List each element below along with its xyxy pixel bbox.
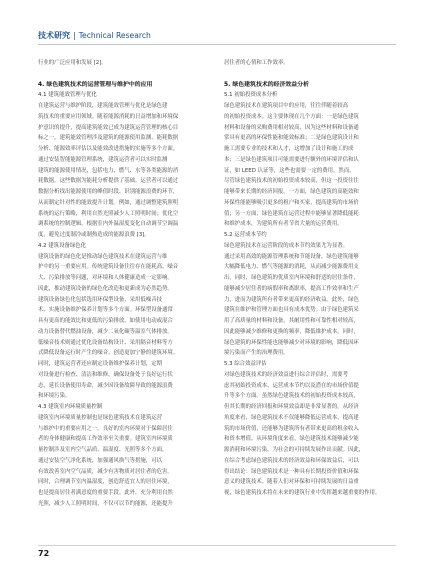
subsection-heading: 5.2 运营成本节约 [224, 232, 267, 238]
body-text-line: 在建筑运营与维护阶段，建筑能效管理与优化是绿色建 [38, 103, 168, 109]
body-text-line: 能够减少居住者的病假率和离职率，提高工作效率和生产 [224, 285, 359, 292]
body-text-line: 式降低设备运行时产生的噪音，创造更加宁静的建筑环境。 [38, 350, 179, 357]
section-heading: 5. 绿色建筑技术的经济效益分析 [224, 81, 309, 88]
body-text-line: 源消耗和环境污染，为社会的可持续发展作出贡献。因此， [224, 447, 365, 453]
header-separator: | [73, 30, 76, 40]
body-text-line: 对绿色建筑技术的经济效益进行综合评估时，需要考 [224, 371, 348, 378]
body-text-line: 者的身体健康和提高工作效率至关重要。建筑室内环境质 [38, 436, 173, 443]
footer-divider [38, 545, 396, 546]
body-text-line: 力，进而为建筑所有者带来更高的经济收益。此外，绿色 [224, 296, 359, 303]
paragraph-gap [224, 69, 394, 80]
body-text-line: 环保性能能够吸引更多的租户和买家，提高建筑的市场价 [224, 199, 359, 206]
subsection-heading: 4.2 建筑设备绿色化 [38, 242, 87, 249]
body-text-line: 常具有更高的环保性能和能效标准；二是绿色建筑设计和 [224, 135, 359, 142]
body-text-line: 耗数据。这些数据为能耗分析提供了基础。运营者可以通过 [38, 178, 179, 185]
body-text-line: 出。同时，绿色建筑的优质室内环境和舒适的居住条件， [224, 275, 359, 281]
body-text-line: 绿色建筑技术在建筑项目中的应用，往往伴随着较高 [224, 103, 348, 109]
body-text-line: 因此能够减少维修和更换的频率，降低维护成本。同时， [224, 328, 359, 335]
subsection-heading: 5.3 综合效益评估 [224, 361, 267, 367]
body-text-line: 角度来看，绿色建筑技术不仅能够降低运营成本，提高建 [224, 414, 359, 421]
body-text-line: 度，避免过度制冷或制热造成的能源浪费 [3]。 [38, 232, 150, 238]
body-text-line: 数据分析找出能源使用的峰值时段、识别能源浪费的环节， [38, 189, 179, 195]
body-text-line: 建筑室内环境质量控制也是绿色建筑技术在建筑运营 [38, 414, 162, 421]
body-text-line: 态，延长设备使用寿命，减少因设备故障导致的能源浪费 [38, 382, 173, 389]
body-text-line: 建筑设备的绿色化是推动绿色建筑技术在建筑运营与维 [38, 253, 168, 260]
body-text-line: 护意识的提升，提高建筑能效已成为建筑运营管理的核心目 [38, 124, 179, 131]
body-text-line: 视，绿色建筑技术将在未来的建筑行业中发挥越来越重要的作用。 [224, 490, 381, 496]
section-title-english: Technical Research [78, 30, 151, 40]
body-text-line: 能够带来长期的经济回报。一方面，绿色建筑的高能效和 [224, 189, 359, 195]
body-text-line: 通过采用高效的能源管理系统和节能设备，绿色建筑能够 [224, 253, 359, 260]
subsection-heading: 4.1 建筑能效管理与优化 [38, 92, 97, 99]
subsection-heading: 5.1 初始投资成本分析 [224, 92, 278, 99]
body-text-line: 通过安装智能能源管理系统，建筑运营者可以实时监测 [38, 156, 168, 163]
body-text-line: 证，如 LEED 认证等，这些也需要一定的费用。然而， [224, 167, 355, 174]
body-text-line: 筑技术的重要应用领域。随着能源消耗的日益增加和环境保 [38, 113, 179, 120]
body-text-line: 低噪音技术则通过优化设备结构设计、采用隔音材料等方 [38, 339, 173, 346]
body-text-line: 本；三是绿色建筑项目可能需要进行额外的环境评估和认 [224, 156, 359, 163]
body-text-line: 意义的建筑技术。随着人们对环保和可持续发展的日益重 [224, 479, 359, 486]
body-text-line: 同时，建筑运营者还应制定设备维护保养计划，定期 [38, 361, 162, 367]
paragraph-gap [38, 69, 208, 80]
body-text-line: 绿色建筑技术在运营阶段的成本节约效果尤为显著。 [224, 242, 348, 249]
body-text-line: 行业的广泛应用和发展 [2]。 [38, 60, 107, 66]
subsection-heading: 4.3 建筑室内环境质量控制 [38, 404, 103, 410]
body-text-line: 对设备进行检查、清洁和维修，确保设备处于良好运行状 [38, 371, 173, 378]
body-text-line: 升等多个方面。虽然绿色建筑技术的初始投资成本较高， [224, 393, 359, 400]
left-text-column [38, 58, 208, 545]
header-divider [38, 44, 396, 45]
body-text-line: 绿色建筑的环保性能也能够减少对环境的影响，降低因环 [224, 339, 359, 346]
body-text-line: 通过安装空气净化系统，加强通风换气等措施，可以 [38, 457, 162, 464]
body-text-line: 施工需要专业的技术和人才，这增加了设计和施工的成 [224, 146, 354, 152]
body-text-line: 虑其初始投资成本、运营成本节约以及潜在的市场价值提 [224, 382, 359, 389]
page-number: 72 [38, 549, 50, 558]
right-text-column [224, 58, 394, 528]
body-text-line: 大幅降低电力、燃气等能源的消耗，从而减少能源费用支 [224, 264, 359, 271]
section-heading: 4. 绿色建筑技术的运营管理与维护中的应用 [38, 81, 153, 88]
body-text-line: 调系统的控制逻辑，根据室内外温湿度变化自动调节空调温 [38, 221, 179, 228]
body-text-line: 材料和设备的采购费用相对较高，因为这些材料和设备通 [224, 124, 359, 131]
body-text-line: 同时，合理调节室内温湿度，创造舒适宜人的居住环境， [38, 479, 173, 486]
body-text-line: 护中的另一重要应用。传统建筑设备往往存在能耗高、噪音 [38, 264, 179, 271]
body-text-line: 筑的市场价值，还能够为建筑所有者带来更高的租金收入 [224, 425, 359, 432]
body-text-line: 量控制涉及室内空气品质、温湿度、光照等多个方面。 [38, 447, 168, 453]
body-text-line: 动力设备替代燃油设备，减少二氧化碳等温室气体排放。 [38, 328, 173, 335]
body-text-line: 标之一。建筑能效管理涉及建筑的能源使用监测、能耗数据 [38, 135, 179, 142]
body-text-line: 术、实施设备维护保养计划等多个方面。环保型设备通常 [38, 307, 173, 314]
body-text-line: 光照，减少人工照明时间，不仅可以节约能源，还能提升 [38, 500, 173, 507]
body-text-line: 因此，推动建筑设备的绿色化改造和更新成为必然趋势。 [38, 285, 173, 292]
body-text-line: 大、污染排放等问题，对环境和人体健康造成一定影响。 [38, 275, 173, 281]
body-text-line: 值；另一方面，绿色建筑在运营过程中能够显著降低能耗 [224, 210, 359, 217]
body-text-line: 的初始投资成本。这主要体现在几个方面：一是绿色建筑 [224, 113, 359, 120]
body-text-line: 与维护中的重要应用之一。良好的室内环境对于保障居住 [38, 425, 173, 432]
body-text-line: 和资本增值。从环境角度来看，绿色建筑技术能够减少能 [224, 436, 359, 443]
body-text-line: 从而制定针对性的能效提升计划。例如，通过调整建筑照明 [38, 199, 179, 206]
body-text-line: 建筑设备绿色化包括选用环保型设备、采用低噪音技 [38, 296, 162, 303]
body-text-line: 用了高质量的材料和设备，其耐用性和可靠性相对较高， [224, 318, 359, 324]
body-text-line: 尽管绿色建筑技术的初始投资成本较高，但这一投资往往 [224, 178, 359, 185]
body-text-line: 建筑的能源使用情况，包括电力、燃气、水等各类能源的消 [38, 167, 179, 174]
body-text-line: 分析、能源效率评估以及能效改进措施的实施等多个方面。 [38, 146, 179, 152]
body-text-line: 具有更高的能效比和更低的污染排放，如使用电动或混合 [38, 318, 173, 324]
body-text-line: 得出结论：绿色建筑技术是一种具有长期投资价值和环保 [224, 468, 359, 475]
section-title-chinese: 技术研究 [38, 30, 70, 40]
body-text-line: 境污染而产生的治理费用。 [224, 350, 289, 357]
body-text-line: 居住者的心情和工作效率。 [224, 60, 289, 66]
body-text-line: 也是提高居住者满意度的重要手段。此外，充分利用自然 [38, 490, 173, 496]
body-text-line: 和维护成本，为建筑所有者节省大量的运营费用。 [224, 221, 343, 228]
body-text-line: 和环境污染。 [38, 393, 71, 400]
body-text-line: 有效改善室内空气品质，减少有害物质对居住者的危害。 [38, 468, 173, 475]
body-text-line: 建筑在维护和管理方面也具有成本优势。由于绿色建筑采 [224, 307, 359, 314]
body-text-line: 系统的运行策略，利用自然光照减少人工照明时间；优化空 [38, 210, 179, 217]
body-text-line: 在综合考虑绿色建筑技术的经济效益和环保效益后，可以 [224, 457, 359, 464]
body-text-line: 但其长期的经济回报和环境效益却是非常显著的。从经济 [224, 404, 359, 410]
running-header [38, 29, 151, 41]
